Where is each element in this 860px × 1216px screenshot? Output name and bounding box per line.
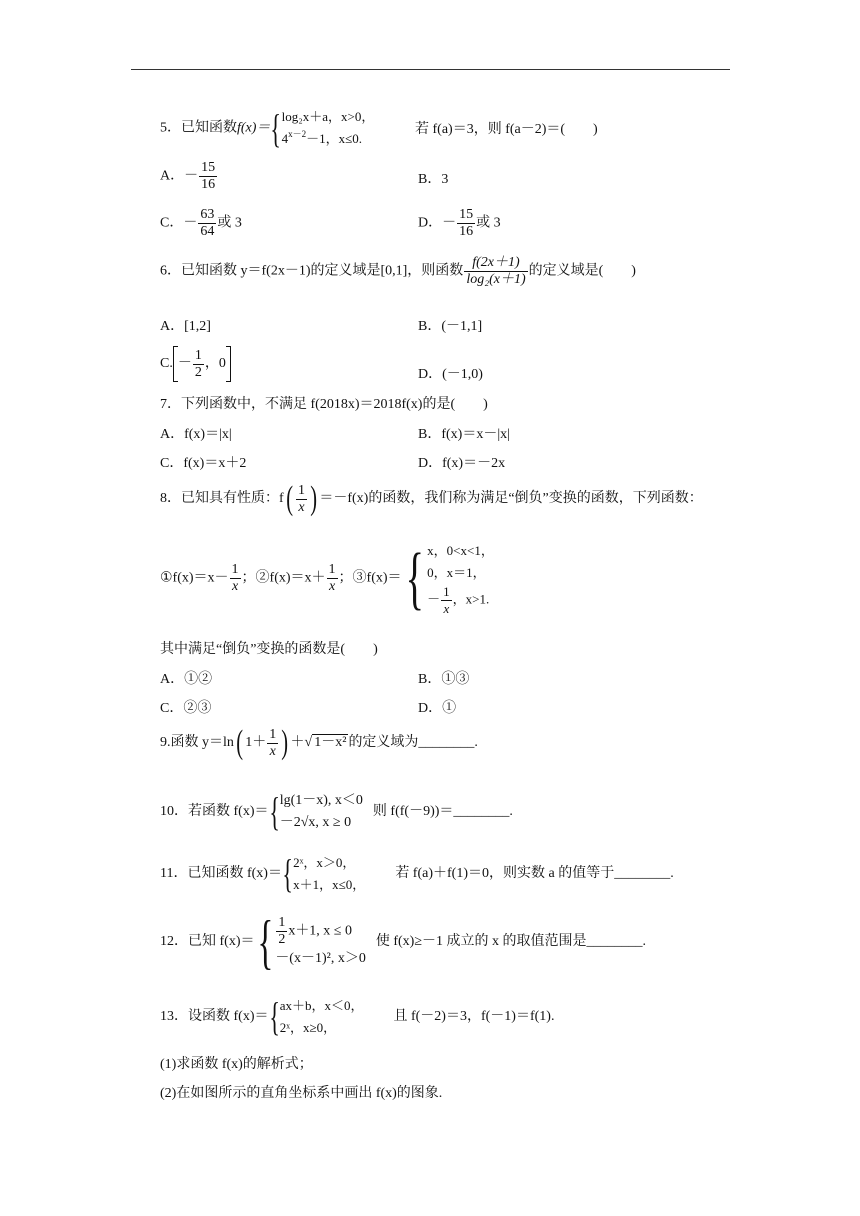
q6-option-b[interactable]: B．(－1,1] [418,319,483,334]
q13-part2: (2)在如图所示的直角坐标系中画出 f(x)的图象. [160,1086,443,1101]
q7-option-a[interactable]: A．f(x)＝|x| [160,427,232,442]
q8-functions: ①f(x)＝x－ $\frac{1}{x}$ ；②f(x)＝x＋ $\frac{1}{x}$ ；③f(x)＝{ x，0<x<1， 0，x＝1， － $\frac{1}{x}$ ，x>1. [160,539,494,617]
q5-case1: log₂x＋a，x>0， [281,109,375,124]
q7-stem: 7．下列函数中，不满足 f(2018x)＝2018f(x)的是( ) [160,397,488,412]
q5-tail: 若 f(a)＝3，则 f(a－2)＝( ) [415,122,598,137]
q6-option-c[interactable]: C. － $\frac{1}{2}$ ，0 [160,346,231,382]
q5-option-d[interactable]: D．－ $\frac{15}{16}$ 或 3 [418,207,501,239]
header-rule [131,69,730,70]
q13-part1: (1)求函数 f(x)的解析式； [160,1057,313,1072]
q7-option-c[interactable]: C．f(x)＝x＋2 [160,456,247,471]
q5-stem [160,106,374,151]
q5-option-c[interactable]: C．－ $\frac{63}{64}$ 或 3 [160,207,242,239]
q6-stem: 6．已知函数 y＝f(2x－1)的定义域是[0,1]，则函数 $\frac{f(2x+1)}{\text{log₂(x＋1)}}$ 的定义域是( ) [160,255,636,287]
q10-stem: 10．若函数 f(x)＝{ lg(1－x), x＜0 －2√x, x ≥ 0 则 f(f(－9))＝________. [160,789,513,834]
q8-option-a[interactable]: A．①② [160,672,213,687]
q5-cases [282,106,375,151]
q5-option-b[interactable]: B．3 [418,172,449,187]
q5-fx: f(x)＝ [237,120,271,136]
q5-brace: { [270,105,282,151]
q8-option-b[interactable]: B．①③ [418,672,470,687]
q5-option-a[interactable]: A．－ $\frac{15}{16}$ [160,160,216,192]
q11-stem: 11．已知函数 f(x)＝{ 2ˣ，x＞0， x＋1，x≤0， 若 f(a)＋f(1)＝0，则实数 a 的值等于________. [160,851,674,896]
q9-stem: 9.函数 y＝ln( 1＋ $\frac{1}{x}$ ) ＋√ 1－x² 的定义域为________. [160,724,478,761]
q7-option-d[interactable]: D．f(x)＝－2x [418,456,506,471]
q6-option-a[interactable]: A．[1,2] [160,319,211,334]
q7-option-b[interactable]: B．f(x)＝x－|x| [418,427,510,442]
q8-option-c[interactable]: C．②③ [160,701,212,716]
q12-stem: 12．已知 f(x)＝{ $\frac{1}{2}$ x＋1, x ≤ 0 －(x－1)², x＞0 使 f(x)≥－1 成立的 x 的取值范围是________. [160,909,647,975]
q5-lead: 5．已知函数 [160,120,237,136]
q8-stem: 8．已知具有性质：f( $\frac{1}{x}$ ) ＝－f(x)的函数，我们称为满足“倒负”变换的函数，下列函数： [160,480,703,517]
q6-option-d[interactable]: D．(－1,0) [418,367,483,382]
q13-stem: 13．设函数 f(x)＝{ ax＋b，x＜0， 2ˣ，x≥0， 且 f(－2)＝3，f(－1)＝f(1). [160,994,555,1039]
q8-ask: 其中满足“倒负”变换的函数是( ) [160,642,378,657]
q5-case2: $4^{x-2}-1$，x≤0. [281,129,363,146]
q8-option-d[interactable]: D．① [418,701,457,716]
